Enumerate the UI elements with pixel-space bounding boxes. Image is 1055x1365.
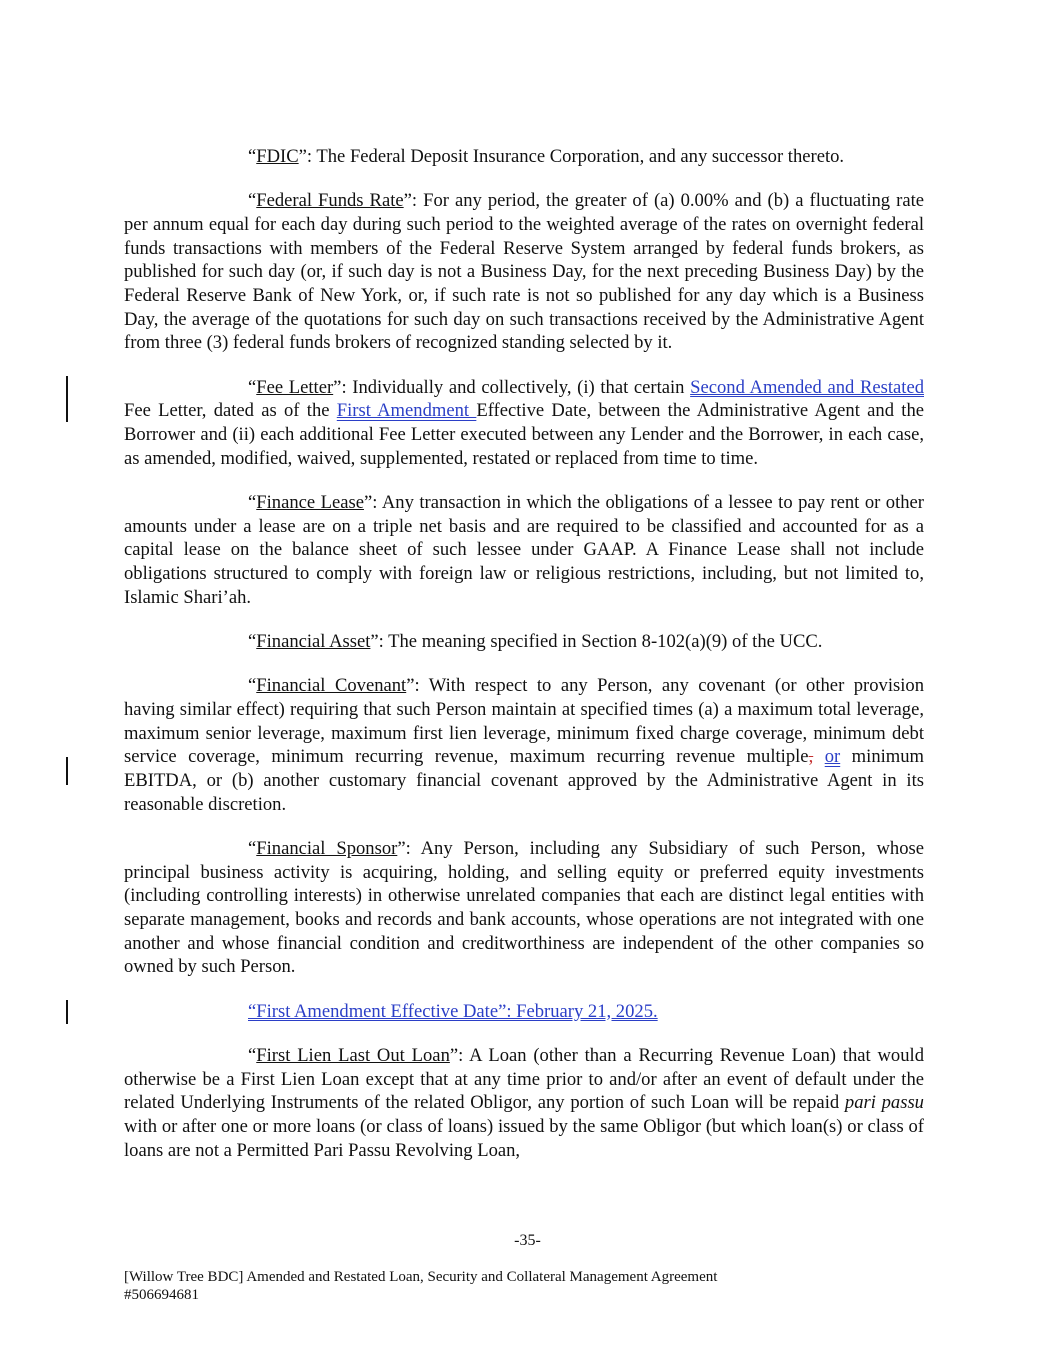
change-bar — [66, 376, 68, 422]
definition-finance-lease: “Finance Lease”: Any transaction in which the obligations of a lessee to pay rent or other amounts under a lease are on a triple net basis and are required to be classified and accounted for as a capital lease on the balance sheet of such lessee under GAAP. A Finance Lease shall not include obligations structured to comply with foreign law or religious restrictions, including, but not limited to, Islamic Shari’ah. — [124, 491, 924, 608]
definition-text: : A Loan (other than a Recurring Revenue Loan) that would otherwise be a First Lien Loan except that at any time prior to and/or after an event of default under the related Underlying Instruments of the related Obligor, any portion of such Loan will be repaid — [124, 1044, 924, 1114]
definition-fdic: “FDIC”: The Federal Deposit Insurance Corporation, and any successor thereto. — [248, 146, 845, 167]
definition-financial-covenant: “Financial Covenant”: With respect to any Person, any covenant (or other provision having similar effect) requiring that such Person maintain at specified times (a) a maximum total leverage, maximum senior leverage, maximum first lien leverage, minimum fixed charge coverage, minimum debt service coverage, minimum recurring revenue, maximum recurring revenue multiple, or minimum EBITDA, or (b) another customary financial covenant approved by the Administrative Agent in its reasonable discretion. — [124, 674, 924, 816]
italic-text: pari passu — [844, 1092, 924, 1114]
definition-text: : Individually and collectively, (i) that certain — [341, 376, 691, 398]
inserted-text: First Amendment — [336, 400, 477, 422]
deleted-text: , — [808, 746, 814, 768]
definition-text: : With respect to any Person, any covenant (or other provision having similar effect) requiring that such Person maintain at specified times (a) a maximum total leverage, maximum senior leverage, maximum first lien leverage, minimum fixed charge coverage, minimum debt service coverage, minimum recurring revenue, maximum recurring revenue multiple — [124, 675, 924, 768]
change-bar — [66, 757, 68, 785]
page-number: -35- — [514, 1232, 541, 1249]
defined-term: FDIC — [256, 146, 299, 167]
defined-term: First Lien Last Out Loan — [256, 1044, 450, 1066]
definition-text: minimum EBITDA, or (b) another customary financial covenant approved by the Administrative Agent in its reasonable discretion. — [124, 746, 925, 815]
document-id: #506694681 — [124, 1287, 199, 1303]
definition-text: Fee Letter, dated as of the — [124, 400, 337, 422]
definition-fee-letter: “Fee Letter”: Individually and collectively, (i) that certain Second Amended and Restated Fee Letter, dated as of the First Amendment Effective Date, between the Administrative Agent and the Borrower and (ii) each additional Fee Letter executed between any Lender and the Borrower, in each case, as amended, modified, waived, supplemented, restated or replaced from time to time. — [124, 376, 924, 471]
definition-financial-sponsor: “Financial Sponsor”: Any Person, including any Subsidiary of such Person, whose principal business activity is acquiring, holding, and selling equity or preferred equity investments (including controlling interests) in otherwise unrelated companies that each are distinct legal entities with separate management, books and records and bank accounts, whose operations are not integrated with one another and whose financial condition and creditworthiness are independent of the other companies so owned by such Person. — [124, 837, 925, 978]
definition-text — [813, 746, 824, 767]
definition-first-amendment-effective-date — [124, 1000, 924, 1024]
definition-text: : The Federal Deposit Insurance Corporation, and any successor thereto. — [306, 146, 845, 167]
document-footer — [124, 1268, 717, 1304]
defined-term: Financial Asset — [256, 630, 371, 652]
defined-term: Financial Covenant — [256, 675, 407, 697]
defined-term: Fee Letter — [256, 376, 334, 398]
definition-text: with or after one or more loans (or class of loans) issued by the same Obligor (but which loan(s) or class of loans are not a Permitted Pari Passu Revolving Loan, — [124, 1115, 924, 1161]
inserted-text: or — [824, 746, 841, 768]
definition-text: : Any Person, including any Subsidiary of such Person, whose principal business activity is acquiring, holding, and selling equity or preferred equity investments (including controlling interests) in otherwise unrelated companies that each are distinct legal entities with separate management, books and records and bank accounts, whose operations are not integrated with one another and whose financial condition and creditworthiness are independent of the other companies so owned by such Person. — [124, 837, 925, 978]
definition-first-lien-last-out-loan: “First Lien Last Out Loan”: A Loan (other than a Recurring Revenue Loan) that would otherwise be a First Lien Loan except that at any time prior to and/or after an event of default under the related Underlying Instruments of the related Obligor, any portion of such Loan will be repaid pari passu with or after one or more loans (or class of loans) issued by the same Obligor (but which loan(s) or class of loans are not a Permitted Pari Passu Revolving Loan, — [124, 1044, 924, 1161]
defined-term: Financial Sponsor — [256, 837, 398, 859]
definition-text: : Any transaction in which the obligations of a lessee to pay rent or other amounts under a lease are on a triple net basis and are required to be classified and accounted for as a capital lease on the balance sheet of such lessee under GAAP. A Finance Lease shall not include obligations structured to comply with foreign law or religious restrictions, including, but not limited to, Islamic Shari’ah. — [124, 491, 924, 608]
definition-text: : For any period, the greater of (a) 0.00% and (b) a fluctuating rate per annum equal for each day during such period to the weighted average of the rates on overnight federal funds transactions with members of the Federal Reserve System arranged by federal funds brokers, as published for such day (or, if such day is not a Business Day, for the next preceding Business Day) by the Federal Reserve Bank of New York, or, if such rate is not so published for any day which is a Business Day, the average of the quotations for such day on such transactions received by the Administrative Agent from three (3) federal funds brokers of recognized standing selected by it. — [124, 190, 925, 354]
definition-text: Effective Date, between the Administrative Agent and the Borrower and (ii) each additional Fee Letter executed between any Lender and the Borrower, in each case, as amended, modified, waived, supplemented, restated or replaced from time to time. — [124, 400, 924, 469]
defined-term: Finance Lease — [256, 491, 364, 513]
definition-federal-funds-rate: “Federal Funds Rate”: For any period, the greater of (a) 0.00% and (b) a fluctuating rate per annum equal for each day during such period to the weighted average of the rates on overnight federal funds transactions with members of the Federal Reserve System arranged by federal funds brokers, as published for such day (or, if such day is not a Business Day, for the next preceding Business Day) by the Federal Reserve Bank of New York, or, if such rate is not so published for any day which is a Business Day, the average of the quotations for such day on such transactions received by the Administrative Agent from three (3) federal funds brokers of recognized standing selected by it. — [124, 190, 925, 354]
defined-term: Federal Funds Rate — [256, 190, 404, 212]
inserted-text: “First Amendment Effective Date”: February 21, 2025. — [248, 1000, 658, 1022]
document-body — [124, 145, 924, 1183]
definition-text: : The meaning specified in Section 8-102(a)(9) of the UCC. — [378, 630, 823, 652]
agreement-title: [Willow Tree BDC] Amended and Restated Loan, Security and Collateral Management Agreement — [124, 1269, 718, 1285]
inserted-text: Second Amended and Restated — [690, 376, 924, 398]
change-bar — [66, 1000, 68, 1024]
definition-financial-asset: “Financial Asset”: The meaning specified in Section 8-102(a)(9) of the UCC. — [248, 630, 823, 652]
